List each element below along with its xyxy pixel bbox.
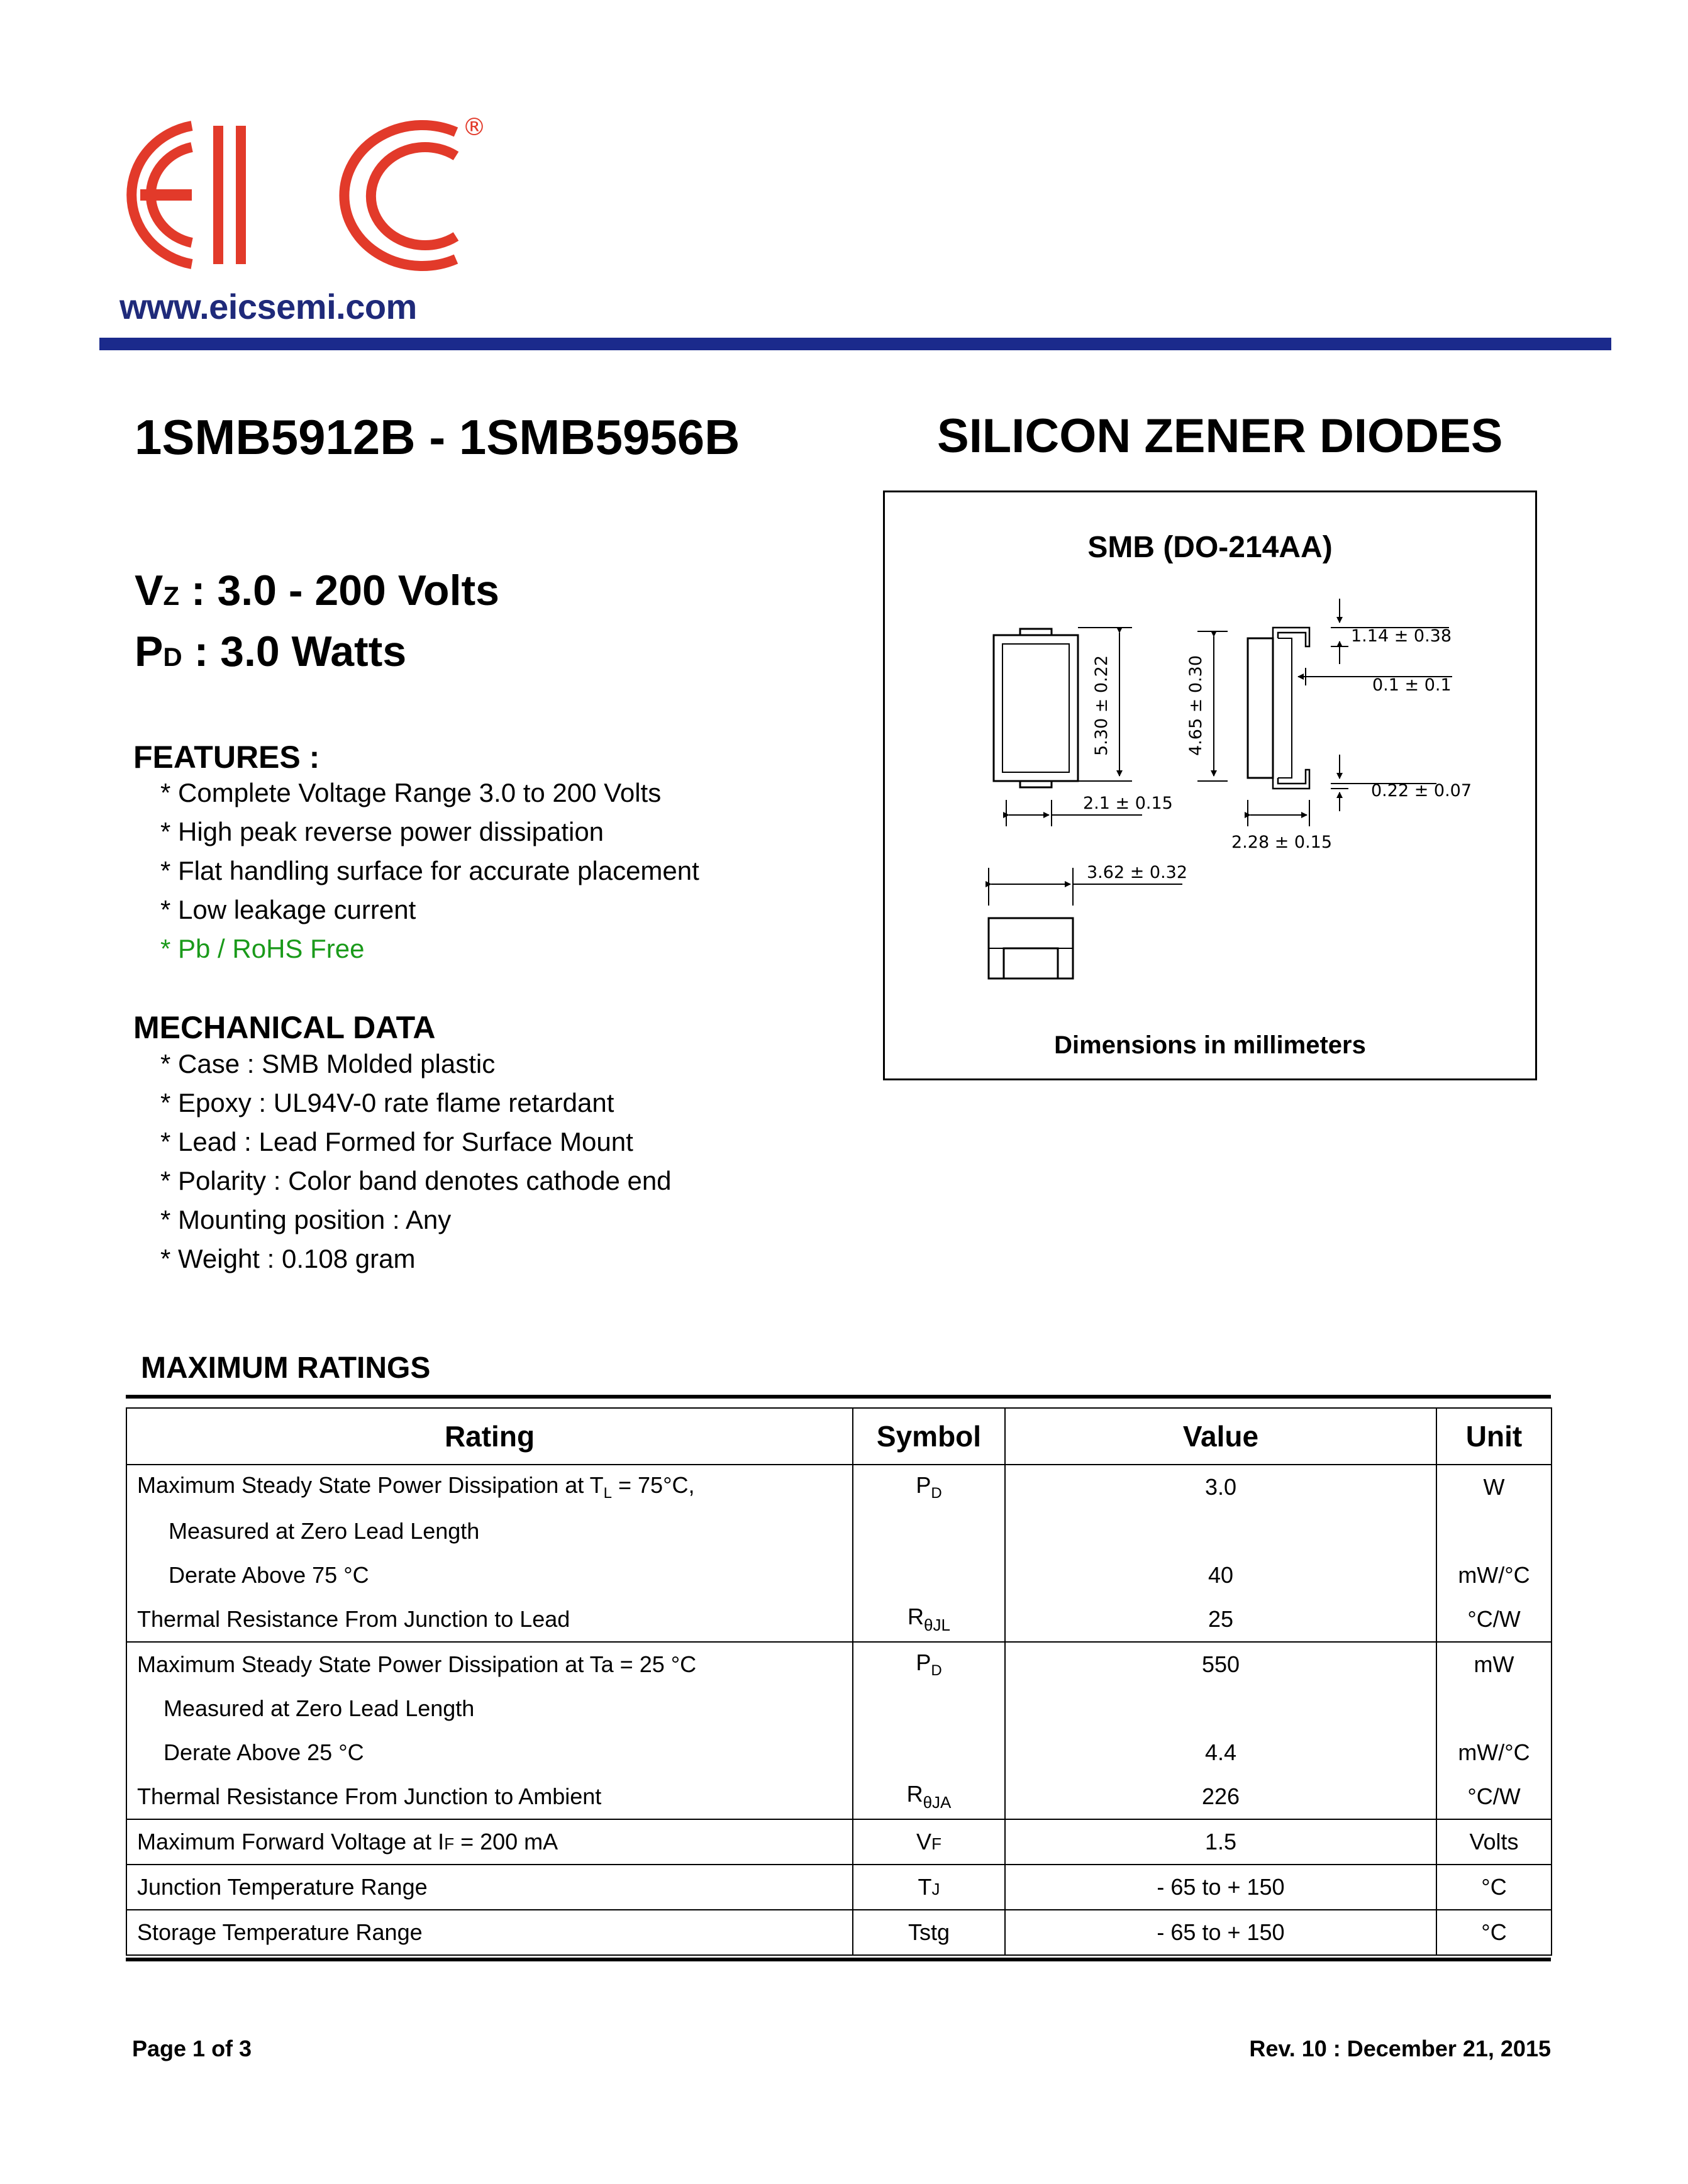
part-range-title: 1SMB5912B - 1SMB5956B <box>135 409 740 465</box>
ratings-table <box>126 1407 1552 1956</box>
dim-lead-width: 2.1 ± 0.15 <box>1083 794 1173 813</box>
table-row <box>126 1731 1552 1775</box>
table-header-row <box>126 1408 1552 1465</box>
website-url[interactable]: www.eicsemi.com <box>119 287 417 326</box>
header-rule <box>99 338 1611 350</box>
table-row <box>126 1819 1552 1865</box>
cell-unit: °C/W <box>1436 1775 1552 1819</box>
revision-date: Rev. 10 : December 21, 2015 <box>1249 2036 1551 2061</box>
cell-symbol: $R_{\theta JA}$ <box>853 1775 1005 1819</box>
feature-item: * Complete Voltage Range 3.0 to 200 Volts <box>160 778 662 807</box>
cell-value: - 65 to + 150 <box>1005 1910 1436 1955</box>
cell-symbol: Tstg <box>853 1910 1005 1955</box>
cell-rating: Thermal Resistance From Junction to Ambient <box>126 1775 853 1819</box>
cell-unit: °C <box>1436 1865 1552 1910</box>
cell-unit: °C/W <box>1436 1597 1552 1642</box>
cell-symbol: $P_D$ <box>853 1642 1005 1687</box>
cell-value: 226 <box>1005 1775 1436 1819</box>
cell-value: 40 <box>1005 1553 1436 1597</box>
table-row <box>126 1687 1552 1731</box>
cell-rating: Measured at Zero Lead Length <box>126 1687 853 1731</box>
cell-value: 550 <box>1005 1642 1436 1687</box>
cell-value: 3.0 <box>1005 1465 1436 1509</box>
features-list <box>160 773 699 968</box>
cell-unit: mW/°C <box>1436 1553 1552 1597</box>
mechanical-list <box>160 1045 672 1278</box>
mechanical-item: * Epoxy : UL94V-0 rate flame retardant <box>160 1088 614 1117</box>
cell-value: - 65 to + 150 <box>1005 1865 1436 1910</box>
cell-unit: °C <box>1436 1910 1552 1955</box>
cell-value: 4.4 <box>1005 1731 1436 1775</box>
dim-end-width: 3.62 ± 0.32 <box>1087 863 1188 882</box>
table-row <box>126 1775 1552 1819</box>
registered-mark: ® <box>462 113 486 141</box>
cell-rating: Maximum Steady State Power Dissipation at Ta = 25 °C <box>126 1642 853 1687</box>
cell-rating: Maximum Forward Voltage at IF = 200 mA <box>126 1819 853 1865</box>
eic-logo <box>85 113 487 277</box>
table-row <box>126 1509 1552 1553</box>
spec-pd: PD : 3.0 Watts <box>135 628 407 675</box>
features-heading: FEATURES : <box>133 740 320 775</box>
col-symbol: Symbol <box>853 1408 1005 1465</box>
side-view-body <box>1248 638 1273 778</box>
cell-value: 25 <box>1005 1597 1436 1642</box>
cell-symbol: $R_{\theta JL}$ <box>853 1597 1005 1642</box>
feature-item: * Low leakage current <box>160 895 416 924</box>
cell-symbol: TJ <box>853 1865 1005 1910</box>
feature-item-rohs: * Pb / RoHS Free <box>160 934 365 963</box>
cell-unit: Volts <box>1436 1819 1552 1865</box>
ratings-heading: MAXIMUM RATINGS <box>141 1351 431 1385</box>
mechanical-item: * Polarity : Color band denotes cathode end <box>160 1166 672 1195</box>
mechanical-heading: MECHANICAL DATA <box>133 1010 436 1045</box>
col-value: Value <box>1005 1408 1436 1465</box>
dim-height-body: 5.30 ± 0.22 <box>1092 655 1111 756</box>
ratings-top-rule <box>126 1395 1551 1399</box>
cell-rating: Derate Above 25 °C <box>126 1731 853 1775</box>
cell-rating: Storage Temperature Range <box>126 1910 853 1955</box>
ratings-bottom-rule <box>126 1958 1551 1961</box>
cell-rating: Junction Temperature Range <box>126 1865 853 1910</box>
dim-lead-gap: 0.1 ± 0.1 <box>1372 675 1452 695</box>
cell-rating: Maximum Steady State Power Dissipation at $T_L = 75^\circ C$, <box>126 1465 853 1509</box>
table-row <box>126 1910 1552 1955</box>
package-drawing <box>883 591 1537 994</box>
package-dimensions-note: Dimensions in millimeters <box>1054 1031 1366 1059</box>
feature-item: * High peak reverse power dissipation <box>160 817 604 846</box>
mechanical-item: * Case : SMB Molded plastic <box>160 1049 496 1078</box>
table-row <box>126 1865 1552 1910</box>
mechanical-item: * Mounting position : Any <box>160 1205 452 1234</box>
mechanical-item: * Lead : Lead Formed for Surface Mount <box>160 1127 633 1156</box>
cell-rating: Derate Above 75 °C <box>126 1553 853 1597</box>
table-row <box>126 1553 1552 1597</box>
package-title: SMB (DO-214AA) <box>1087 531 1333 564</box>
table-row <box>126 1642 1552 1687</box>
cell-unit: W <box>1436 1465 1552 1509</box>
cell-unit: mW/°C <box>1436 1731 1552 1775</box>
cell-rating: Measured at Zero Lead Length <box>126 1509 853 1553</box>
dim-lead-thick: 0.22 ± 0.07 <box>1371 781 1472 801</box>
table-row <box>126 1597 1552 1642</box>
dim-side-width: 2.28 ± 0.15 <box>1231 833 1333 852</box>
col-rating: Rating <box>126 1408 853 1465</box>
dim-height-side: 4.65 ± 0.30 <box>1186 655 1206 756</box>
col-unit: Unit <box>1436 1408 1552 1465</box>
top-view-body <box>994 635 1078 781</box>
spec-vz: VZ : 3.0 - 200 Volts <box>135 567 499 614</box>
cell-unit: mW <box>1436 1642 1552 1687</box>
cell-value: 1.5 <box>1005 1819 1436 1865</box>
feature-item: * Flat handling surface for accurate placement <box>160 856 699 885</box>
dim-lead-top: 1.14 ± 0.38 <box>1351 626 1452 646</box>
cell-rating: Thermal Resistance From Junction to Lead <box>126 1597 853 1642</box>
cell-symbol: VF <box>853 1819 1005 1865</box>
cell-symbol: $P_D$ <box>853 1465 1005 1509</box>
page-number: Page 1 of 3 <box>132 2036 252 2061</box>
document-title: SILICON ZENER DIODES <box>937 409 1503 463</box>
table-row <box>126 1465 1552 1509</box>
mechanical-item: * Weight : 0.108 gram <box>160 1244 416 1273</box>
